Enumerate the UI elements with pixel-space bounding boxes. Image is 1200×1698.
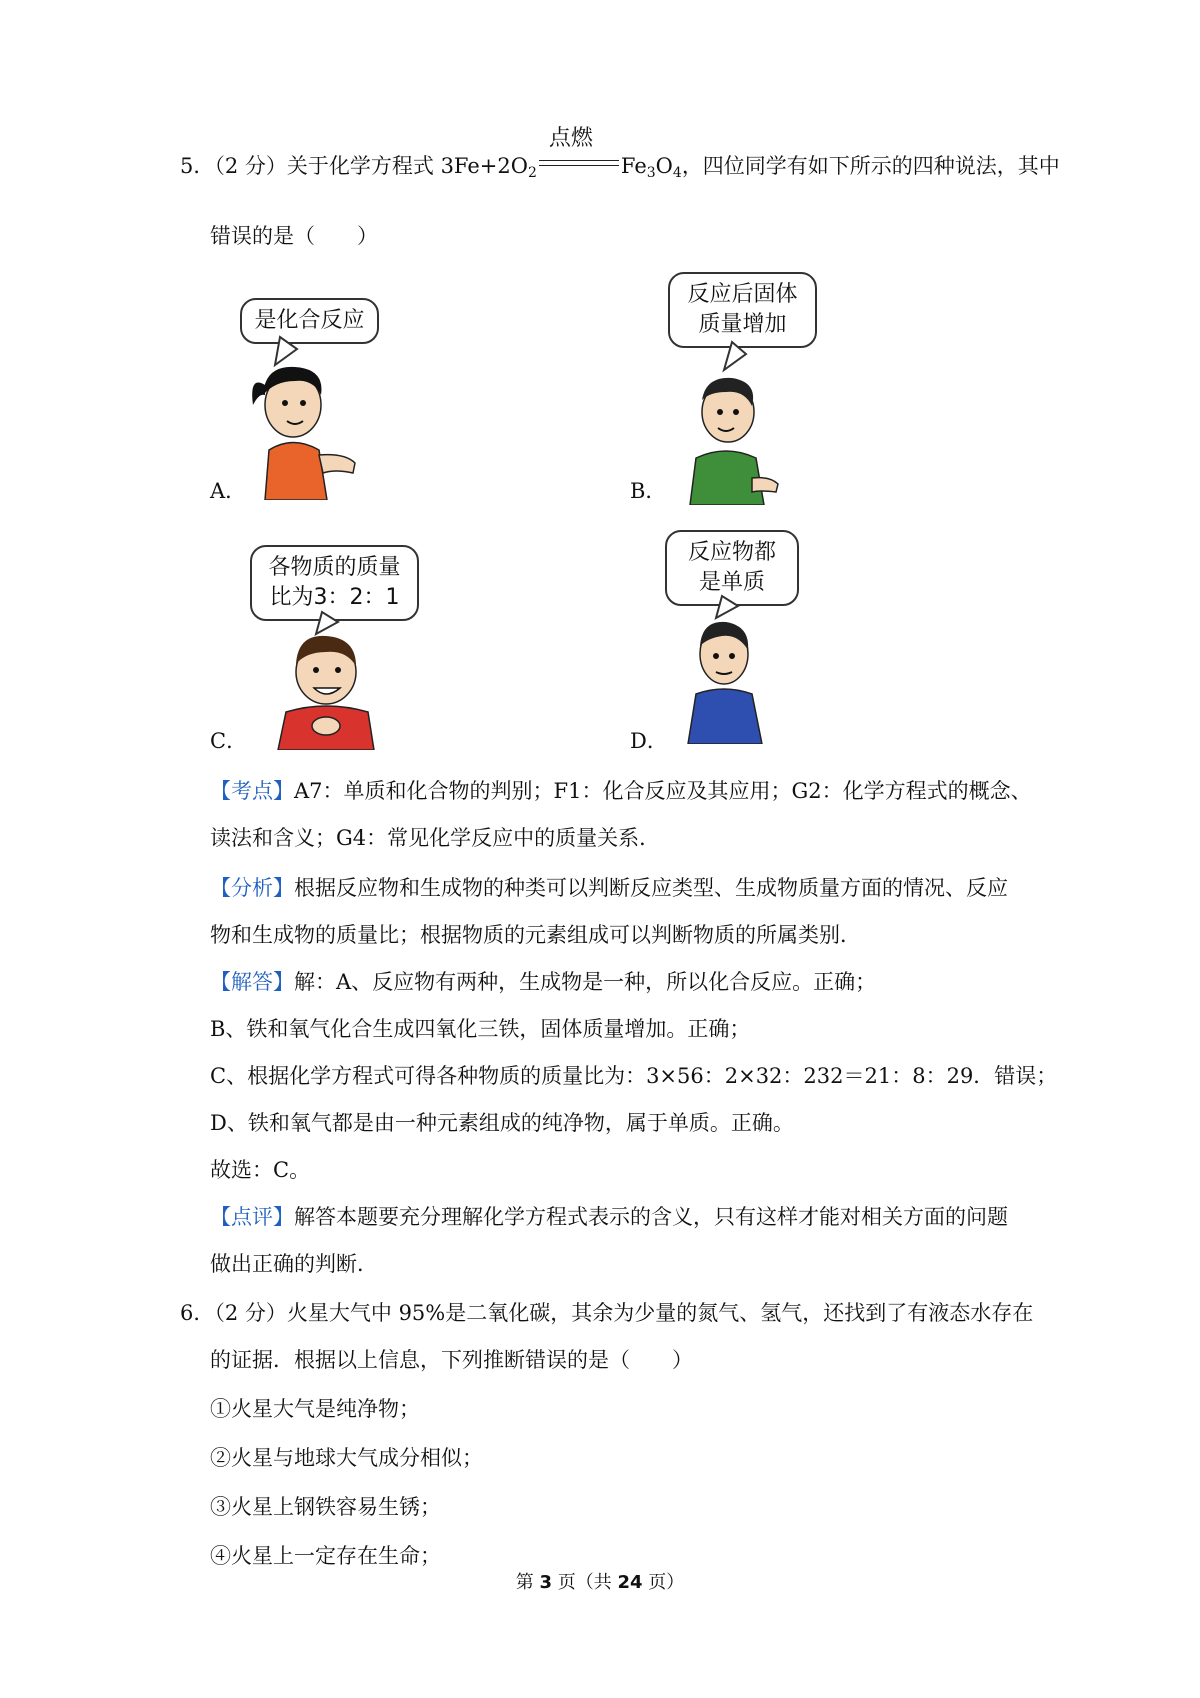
student-d-illustration bbox=[660, 594, 800, 744]
page-total: 24 bbox=[617, 1572, 643, 1593]
jieda-line1: 【解答】解：A、反应物有两种，生成物是一种，所以化合反应。正确； bbox=[210, 970, 877, 994]
dianping-line2: 做出正确的判断． bbox=[210, 1252, 378, 1276]
kaodian-line2: 读法和含义；G4：常见化学反应中的质量关系． bbox=[210, 826, 661, 850]
jieda-line2: B、铁和氧气化合生成四氧化三铁，固体质量增加。正确； bbox=[210, 1017, 751, 1041]
reaction-condition: 点燃 bbox=[539, 151, 619, 175]
option-d-label: D． bbox=[630, 729, 668, 753]
bubble-a: 是化合反应 bbox=[240, 298, 379, 344]
q5-line1: 5．（2 分）关于化学方程式 $3Fe+2O_2$ 点燃 $Fe_3O_4$，四位同学有如下所示的四种说法，其中 bbox=[180, 126, 1060, 181]
q6-line2: 的证据．根据以上信息，下列推断错误的是（ ） bbox=[210, 1348, 693, 1372]
student-c-illustration bbox=[260, 610, 410, 750]
q6-item1: ①火星大气是纯净物； bbox=[210, 1397, 420, 1421]
q6-item3: ③火星上钢铁容易生锈； bbox=[210, 1495, 441, 1519]
option-c-label: C． bbox=[210, 729, 248, 753]
q6-line1: 6．（2 分）火星大气中 95%是二氧化碳，其余为少量的氮气、氢气，还找到了有液态水存在 bbox=[180, 1301, 1034, 1325]
q6-item2: ②火星与地球大气成分相似； bbox=[210, 1446, 483, 1470]
fenxi-line2: 物和生成物的质量比；根据物质的元素组成可以判断物质的所属类别． bbox=[210, 923, 861, 947]
kaodian-tag: 【考点】 bbox=[210, 779, 294, 803]
dianping-tag: 【点评】 bbox=[210, 1205, 294, 1229]
student-b-illustration bbox=[660, 340, 810, 505]
fenxi-tag: 【分析】 bbox=[210, 876, 294, 900]
bubble-c: 各物质的质量 比为3：2：1 bbox=[250, 545, 419, 621]
q5-prefix: 5．（2 分）关于化学方程式 3Fe+2O bbox=[180, 154, 528, 178]
option-a-label: A． bbox=[210, 479, 247, 503]
option-b-label: B． bbox=[630, 479, 667, 503]
jieda-line4: D、铁和氧气都是由一种元素组成的纯净物，属于单质。正确。 bbox=[210, 1111, 794, 1135]
page-footer: 第 3 页（共 24 页） bbox=[515, 1572, 685, 1593]
bubble-b: 反应后固体 质量增加 bbox=[668, 272, 817, 348]
jieda-line3: C、根据化学方程式可得各种物质的质量比为：3×56：2×32：232＝21：8：29．错误； bbox=[210, 1064, 1058, 1088]
fenxi-line1: 【分析】根据反应物和生成物的种类可以判断反应类型、生成物质量方面的情况、反应 bbox=[210, 876, 1008, 900]
q6-item4: ④火星上一定存在生命； bbox=[210, 1544, 441, 1568]
jieda-line5: 故选：C。 bbox=[210, 1158, 311, 1182]
page-number: 3 bbox=[539, 1572, 552, 1593]
kaodian-line1: 【考点】A7：单质和化合物的判别；F1：化合反应及其应用；G2：化学方程式的概念、 bbox=[210, 779, 1032, 803]
dianping-line1: 【点评】解答本题要充分理解化学方程式表示的含义，只有这样才能对相关方面的问题 bbox=[210, 1205, 1008, 1229]
student-a-illustration bbox=[235, 335, 385, 500]
jieda-tag: 【解答】 bbox=[210, 970, 294, 994]
q5-line2: 错误的是（ ） bbox=[210, 224, 378, 248]
bubble-d: 反应物都 是单质 bbox=[665, 530, 799, 606]
